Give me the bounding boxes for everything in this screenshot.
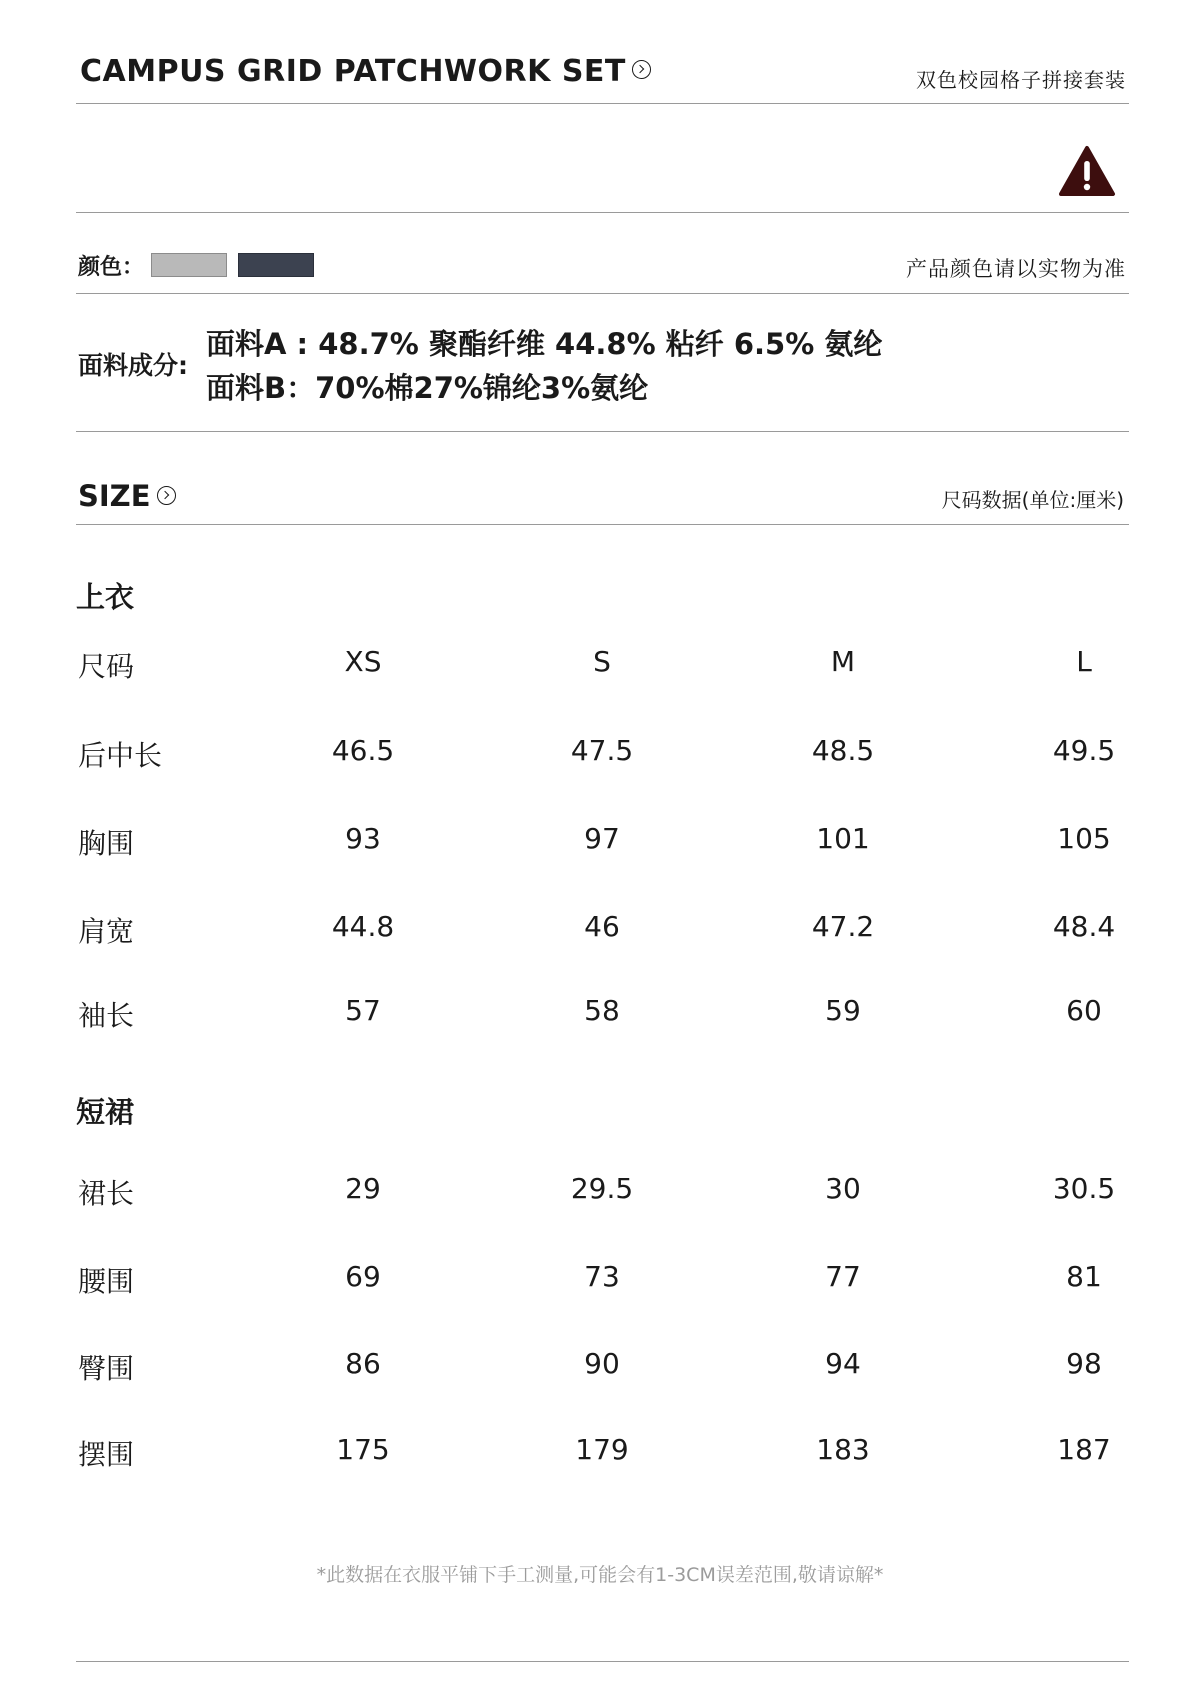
table-cell: 48.4: [1052, 910, 1116, 943]
table-cell: 48.5: [811, 734, 875, 767]
table-cell: 59: [825, 994, 861, 1027]
color-swatch-navy[interactable]: [238, 253, 314, 277]
size-l: L: [1076, 645, 1092, 678]
table-cell: 77: [825, 1260, 861, 1293]
size-s: S: [593, 645, 611, 678]
table-cell: 47.5: [570, 734, 634, 767]
table-cell: 105: [1057, 822, 1111, 855]
table-cell: 57: [345, 994, 381, 1027]
table-cell: 97: [584, 822, 620, 855]
table-cell: 86: [345, 1347, 381, 1380]
divider: [76, 1661, 1129, 1662]
table-row: [0, 822, 1200, 862]
size-xs: XS: [344, 645, 382, 678]
table-cell: 93: [345, 822, 381, 855]
table-row: [0, 910, 1200, 950]
color-swatch-gray[interactable]: [151, 253, 227, 277]
row-label: 袖长: [78, 999, 135, 1032]
table-cell: 98: [1066, 1347, 1102, 1380]
table-cell: 187: [1057, 1433, 1111, 1466]
warning-triangle-icon: [1058, 145, 1116, 197]
table-cell: 81: [1066, 1260, 1102, 1293]
row-label: 肩宽: [78, 915, 135, 948]
table-cell: 94: [825, 1347, 861, 1380]
table-cell: 29: [345, 1172, 381, 1205]
table-row: [0, 1347, 1200, 1387]
fabric-b-composition: 面料B：70%棉27%锦纶3%氨纶: [206, 371, 649, 405]
table-cell: 30.5: [1052, 1172, 1116, 1205]
table-cell: 73: [584, 1260, 620, 1293]
divider: [76, 212, 1129, 213]
table-row: [0, 1260, 1200, 1300]
fabric-a-composition: 面料A : 48.7% 聚酯纤维 44.8% 粘纤 6.5% 氨纶: [206, 327, 883, 361]
divider: [76, 293, 1129, 294]
product-title-cn: 双色校园格子拼接套装: [916, 68, 1126, 92]
section-title-skirt: 短裙: [76, 1095, 135, 1129]
size-header-row: [0, 645, 1200, 685]
circle-chevron-right-icon[interactable]: [632, 60, 651, 79]
divider: [76, 431, 1129, 432]
table-cell: 44.8: [331, 910, 395, 943]
divider: [76, 524, 1129, 525]
table-row: [0, 734, 1200, 774]
product-title-en: [80, 54, 651, 89]
row-label: 腰围: [78, 1265, 135, 1298]
table-cell: 175: [336, 1433, 390, 1466]
table-cell: 58: [584, 994, 620, 1027]
row-label: 裙长: [78, 1177, 135, 1210]
table-cell: 69: [345, 1260, 381, 1293]
row-label: 摆围: [78, 1438, 135, 1471]
size-heading: [78, 479, 176, 513]
row-label: 胸围: [78, 827, 135, 860]
table-cell: 101: [816, 822, 870, 855]
size-m: M: [830, 645, 856, 678]
row-label: 尺码: [78, 650, 135, 683]
table-cell: 60: [1066, 994, 1102, 1027]
table-cell: 46.5: [331, 734, 395, 767]
color-disclaimer: 产品颜色请以实物为准: [906, 257, 1126, 281]
table-cell: 90: [584, 1347, 620, 1380]
table-cell: 46: [584, 910, 620, 943]
table-row: [0, 1172, 1200, 1212]
table-cell: 30: [825, 1172, 861, 1205]
size-unit-note: 尺码数据(单位:厘米): [941, 488, 1124, 512]
table-cell: 49.5: [1052, 734, 1116, 767]
divider: [76, 103, 1129, 104]
color-label: 颜色：: [78, 255, 145, 280]
circle-chevron-right-icon[interactable]: [157, 486, 176, 505]
row-label: 臀围: [78, 1352, 135, 1385]
table-row: [0, 1433, 1200, 1473]
table-cell: 29.5: [570, 1172, 634, 1205]
table-row: [0, 994, 1200, 1034]
section-title-top: 上衣: [76, 580, 135, 614]
size-heading-text: SIZE: [78, 479, 151, 513]
table-cell: 47.2: [811, 910, 875, 943]
measurement-footnote: *此数据在衣服平铺下手工测量,可能会有1-3CM误差范围,敬请谅解*: [316, 1564, 884, 1586]
table-cell: 179: [575, 1433, 629, 1466]
row-label: 后中长: [78, 739, 163, 772]
fabric-label: 面料成分:: [78, 351, 188, 380]
product-title-text: CAMPUS GRID PATCHWORK SET: [80, 54, 626, 89]
table-cell: 183: [816, 1433, 870, 1466]
